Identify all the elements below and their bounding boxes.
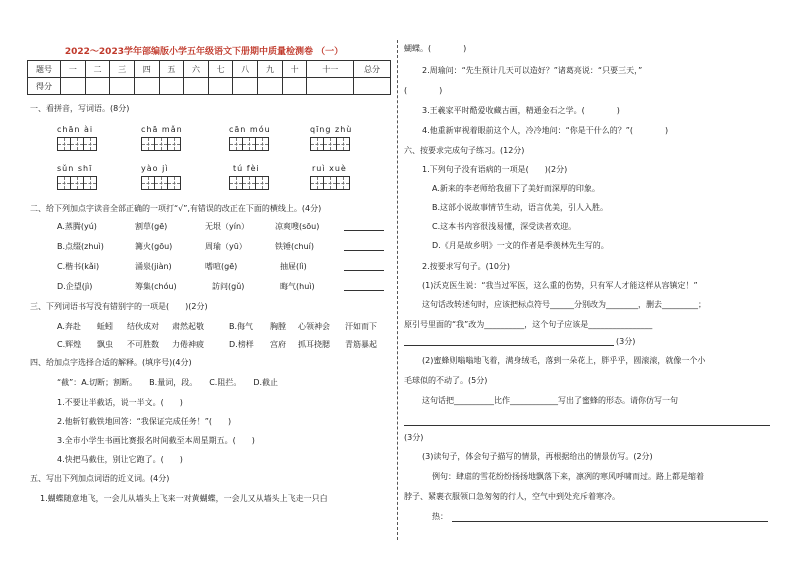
- score-input-cell[interactable]: [61, 78, 86, 95]
- option-item: 凉爽嗖(sōu): [275, 222, 320, 231]
- option-item: D.《月是故乡明》一文的作者是季羡林先生写的。: [432, 241, 609, 250]
- question-item: 这句话改转述句时，应该把标点符号______分别改为________，删去_________；: [422, 300, 706, 309]
- question-item: 4.他重新审视着眼前这个人，冷冷地问：“你是干什么的？”( ): [422, 126, 669, 135]
- question-item: ( ): [404, 86, 443, 95]
- option-item: 周瑜（yū）: [205, 242, 247, 251]
- answer-line[interactable]: [344, 230, 384, 231]
- writing-grid[interactable]: [229, 176, 268, 190]
- writing-grid[interactable]: [57, 137, 96, 151]
- pinyin-label: chā mǎn: [141, 125, 183, 134]
- option-item: 无垠（yín）: [205, 222, 250, 231]
- question-item: 3.王羲家平时酷爱收藏古画，精通金石之学。( ): [422, 106, 620, 115]
- score-input-cell[interactable]: [110, 78, 135, 95]
- writing-grid[interactable]: [57, 176, 96, 190]
- score-cell: 总分: [354, 61, 391, 78]
- score-note: (3分): [404, 433, 424, 442]
- section1-title: 一、看拼音，写词语。(8分): [30, 104, 130, 113]
- score-input-cell[interactable]: [258, 78, 283, 95]
- option-item: 铁锤(chuí): [275, 242, 315, 251]
- option-item: 晦气(huì): [280, 282, 315, 291]
- score-input-cell[interactable]: [159, 78, 184, 95]
- question-item: 4.快把马截住，别让它跑了。( ): [57, 455, 183, 464]
- score-cell: 五: [159, 61, 184, 78]
- score-input-cell[interactable]: [307, 78, 354, 95]
- option-item: 肃然起敬: [172, 322, 204, 331]
- score-table: [27, 60, 391, 95]
- score-cell: 七: [208, 61, 233, 78]
- option-item: A.新来的李老师给我留下了美好而深厚的印象。: [432, 184, 600, 193]
- question-item: 2.按要求写句子。(10分): [422, 262, 511, 271]
- score-cell: 九: [258, 61, 283, 78]
- option-item: 割草(gē): [135, 222, 168, 231]
- answer-line[interactable]: [344, 290, 384, 291]
- option-item: B.点缀(zhuì): [57, 242, 104, 251]
- section5-title: 五、写出下列加点词语的近义词。(4分): [30, 474, 170, 483]
- score-cell: 得分: [28, 78, 61, 95]
- score-input-cell[interactable]: [85, 78, 110, 95]
- writing-grid[interactable]: [310, 137, 349, 151]
- option-item: 青筋暴起: [345, 340, 377, 349]
- option-item: 宫府: [270, 340, 286, 349]
- score-input-cell[interactable]: [134, 78, 159, 95]
- pinyin-label: chān ài: [57, 125, 94, 134]
- score-cell: 六: [184, 61, 209, 78]
- pinyin-label: qīng zhù: [310, 125, 353, 134]
- option-item: 力倦神疲: [172, 340, 204, 349]
- question-item: (1)沃克医生说：“我当过军医，这么重的伤势，只有军人才能这样从容镇定！”: [422, 281, 698, 290]
- option-item: 嗜喧(gē): [205, 262, 238, 271]
- pinyin-label: sǔn shī: [57, 164, 93, 173]
- option-item: C.辉煌: [57, 340, 82, 349]
- score-cell: 十: [282, 61, 307, 78]
- score-cell: 二: [85, 61, 110, 78]
- score-input-cell[interactable]: [208, 78, 233, 95]
- question-item: 1.蝴蝶随意地飞，一会儿从墙头上飞来一对黄蝴蝶，一会儿又从墙头上飞走一只白: [40, 494, 328, 503]
- question-item: 1.下列句子没有语病的一项是( )(2分): [422, 165, 568, 174]
- writing-grid[interactable]: [310, 176, 349, 190]
- pinyin-label: yào jì: [141, 164, 169, 173]
- option-item: C.楷书(kǎi): [57, 262, 100, 271]
- column-divider: [397, 40, 398, 540]
- question-item: 2.周瑜问：“先生预计几天可以造好？”诸葛亮说：“只要三天，”: [422, 66, 643, 75]
- question-item: (3)读句子，体会句子描写的情景，再根据给出的情景仿写。(2分): [422, 452, 653, 461]
- option-item: 飘虫: [97, 340, 113, 349]
- option-item: A.奔赴: [57, 322, 81, 331]
- example-text: 脖子、紧裹衣服领口急匆匆的行人，空气中到处充斥着寒冷。: [404, 492, 620, 501]
- score-input-cell[interactable]: [233, 78, 258, 95]
- option-item: 涌泉(jiàn): [135, 262, 172, 271]
- option-item: 不可胜数: [127, 340, 159, 349]
- score-cell: 题号: [28, 61, 61, 78]
- option-item: 篝火(gōu): [135, 242, 173, 251]
- answer-line[interactable]: [404, 425, 770, 426]
- score-cell: 十一: [307, 61, 354, 78]
- score-cell: 四: [134, 61, 159, 78]
- option-item: C.这本书内容很浅易懂，深受读者欢迎。: [432, 222, 577, 231]
- score-input-cell[interactable]: [282, 78, 307, 95]
- option-item: 汗如而下: [345, 322, 377, 331]
- question-item: 原引号里面的“我”改为__________，这个句子应该是________________: [404, 320, 653, 329]
- pinyin-label: ruì xuè: [312, 164, 347, 173]
- score-cell: 一: [61, 61, 86, 78]
- question-item: 这句话把__________比作____________写出了蜜蜂的形态。请你仿写一句: [422, 396, 678, 405]
- writing-grid[interactable]: [229, 137, 268, 151]
- answer-line[interactable]: [344, 250, 384, 251]
- score-input-cell[interactable]: [184, 78, 209, 95]
- score-note: (3分): [616, 337, 636, 346]
- option-item: 抓耳挠腮: [298, 340, 330, 349]
- option-item: 胸膛: [270, 322, 286, 331]
- section4-title: 四、给加点字选择合适的解释。(填序号)(4分): [30, 358, 192, 367]
- definition-line: “截”：A.切断；割断。 B.量词，段。 C.阻拦。 D.截止: [57, 378, 279, 387]
- pinyin-label: tú fèi: [233, 164, 260, 173]
- score-cell: 三: [110, 61, 135, 78]
- option-item: 訪问(gǔ): [212, 282, 245, 291]
- question-item: 2.他斩钉截铁地回答：“我保证完成任务！”( ): [57, 417, 232, 426]
- section2-title: 二、给下列加点字读音全部正确的一项打“√”,有错误的改正在下面的横线上。(4分): [30, 204, 322, 213]
- option-item: 蚯蚓: [97, 322, 113, 331]
- option-item: 抽屉(lì): [280, 262, 307, 271]
- option-item: D.榜样: [229, 340, 254, 349]
- option-item: A.蒸腾(yú): [57, 222, 97, 231]
- question-item: 毛球似的不动了。(5分): [404, 376, 488, 385]
- answer-label: 热：: [432, 512, 448, 521]
- answer-line[interactable]: [404, 345, 614, 346]
- option-item: B.这部小说故事情节生动，语言优美，引人入胜。: [432, 203, 609, 212]
- option-item: D.企望(jì): [57, 282, 93, 291]
- section3-title: 三、下列词语书写没有错别字的一项是( )(2分): [30, 302, 208, 311]
- option-item: B.侮气: [229, 322, 254, 331]
- answer-line[interactable]: [344, 270, 384, 271]
- score-input-cell[interactable]: [354, 78, 391, 95]
- option-item: 心领神会: [298, 322, 330, 331]
- option-item: 筹集(chóu): [135, 282, 177, 291]
- question-item: (2)蜜蜂则嗡嗡地飞着，满身绒毛，落到一朵花上，胖乎乎，圆滚滚，就像一个小: [422, 356, 706, 365]
- pinyin-label: cān móu: [229, 125, 271, 134]
- score-table-score-row: [28, 78, 391, 95]
- question-item: 1.不要让半截话，说一半文。( ): [57, 398, 183, 407]
- writing-grid[interactable]: [141, 176, 180, 190]
- question-item: 蝴蝶。( ): [404, 44, 467, 53]
- section6-title: 六、按要求完成句子练习。(12分): [404, 146, 525, 155]
- option-item: 结伙成对: [127, 322, 159, 331]
- score-table-header-row: [28, 61, 391, 78]
- score-cell: 八: [233, 61, 258, 78]
- page-title: 2022～2023学年部编版小学五年级语文下册期中质量检测卷 （一）: [64, 47, 344, 57]
- example-text: 例句：肆虐的雪花纷纷扬扬地飘落下来，凛冽的寒风呼啸而过。路上都是缩着: [432, 472, 704, 481]
- writing-grid[interactable]: [141, 137, 180, 151]
- answer-line[interactable]: [452, 521, 768, 522]
- question-item: 3.全市小学生书画比赛报名时间截至本周星期五。( ): [57, 436, 255, 445]
